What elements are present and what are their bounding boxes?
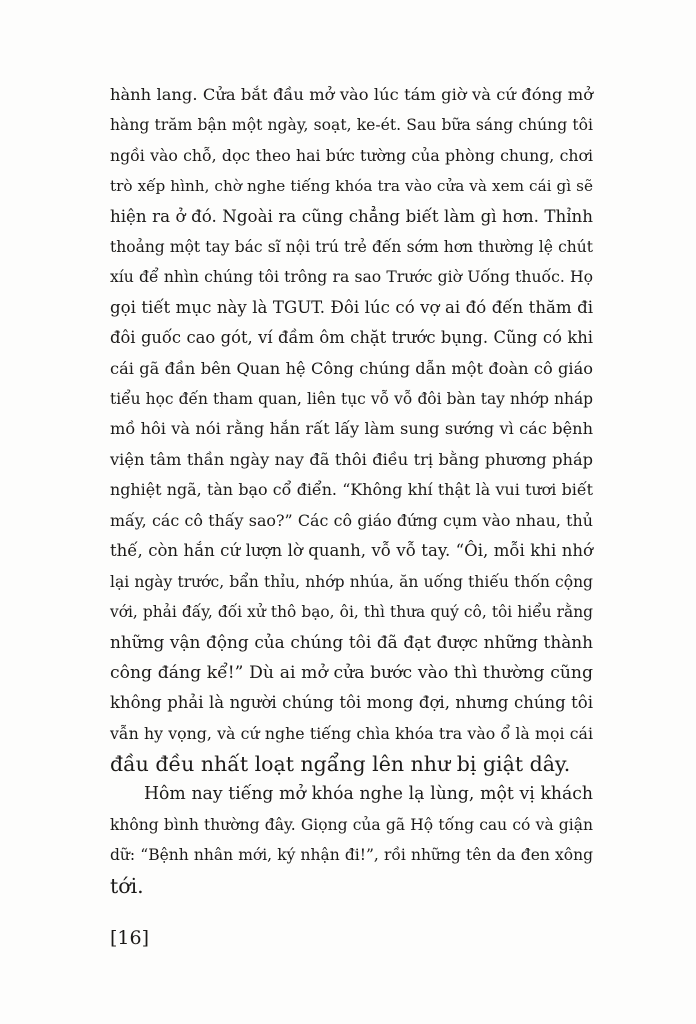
text-line: thế, còn hắn cứ lượn lờ quanh, vỗ vỗ tay. “Ôi, mỗi khi nhớ [110, 541, 593, 561]
page-number: [16] [110, 927, 150, 949]
text-line: đôi guốc cao gót, ví đầm ôm chặt trước bụng. Cũng có khi [110, 328, 593, 348]
text-line: nghiệt ngã, tàn bạo cổ điển. “Không khí thật là vui tươi biết [110, 480, 593, 500]
text-line: những vận động của chúng tôi đã đạt được những thành [110, 632, 593, 653]
text-line: hành lang. Cửa bắt đầu mở vào lúc tám giờ và cứ đóng mở [110, 85, 593, 104]
text-line: lại ngày trước, bẩn thỉu, nhớp nhúa, ăn uống thiếu thốn cộng [110, 572, 593, 591]
text-line: tiểu học đến tham quan, liên tục vỗ vỗ đôi bàn tay nhớp nháp [110, 390, 593, 409]
text-line: đầu đều nhất loạt ngẩng lên như bị giật dây. [110, 751, 571, 776]
text-line: hàng trăm bận một ngày, soạt, ke-ét. Sau bữa sáng chúng tôi [110, 116, 593, 135]
text-line: thoảng một tay bác sĩ nội trú trẻ đến sớm hơn thường lệ chút [110, 238, 593, 257]
text-line: Hôm nay tiếng mở khóa nghe lạ lùng, một vị khách [144, 784, 593, 805]
text-line: vẫn hy vọng, và cứ nghe tiếng chìa khóa tra vào ổ là mọi cái [110, 723, 593, 743]
text-line: mấy, các cô thấy sao?” Các cô giáo đứng cụm vào nhau, thủ [110, 510, 593, 530]
paragraph-2 [110, 779, 593, 901]
text-line: tới. [110, 873, 144, 898]
text-line: công đáng kể!” Dù ai mở cửa bước vào thì thường cũng [110, 662, 593, 683]
text-line: viện tâm thần ngày nay đã thôi điều trị bằng phương pháp [110, 449, 593, 469]
text-line: gọi tiết mục này là TGUT. Đôi lúc có vợ ai đó đến thăm đi [110, 297, 593, 317]
text-line: xíu để nhìn chúng tôi trông ra sao Trước giờ Uống thuốc. Họ [110, 268, 593, 287]
text-line: cái gã đần bên Quan hệ Công chúng dẫn một đoàn cô giáo [110, 358, 593, 378]
text-line: với, phải đấy, đối xử thô bạo, ôi, thì thưa quý cô, tôi hiểu rằng [110, 602, 593, 621]
text-line: trò xếp hình, chờ nghe tiếng khóa tra vào cửa và xem cái gì sẽ [110, 177, 593, 196]
text-line: không phải là người chúng tôi mong đợi, nhưng chúng tôi [110, 693, 593, 713]
text-line: ngồi vào chỗ, dọc theo hai bức tường của phòng chung, chơi [110, 145, 593, 165]
text-line: mồ hôi và nói rằng hắn rất lấy làm sung sướng vì các bệnh [110, 419, 593, 439]
text-line: không bình thường đây. Giọng của gã Hộ tống cau có và giận [110, 815, 593, 834]
body-text [110, 80, 593, 901]
text-line: hiện ra ở đó. Ngoài ra cũng chẳng biết làm gì hơn. Thỉnh [110, 206, 593, 226]
text-line: dữ: “Bệnh nhân mới, ký nhận đi!”, rồi những tên da đen xông [110, 846, 593, 865]
paragraph-1 [110, 80, 593, 779]
